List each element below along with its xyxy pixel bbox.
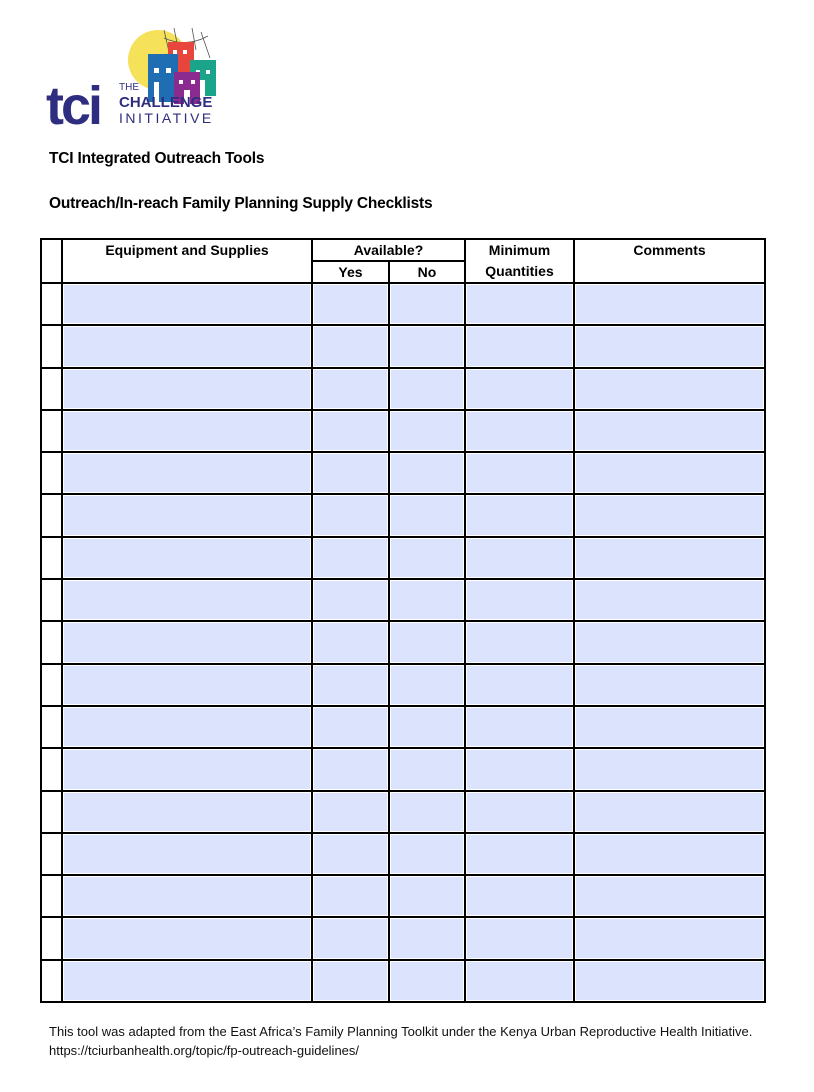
svg-text:INITIATIVE: INITIATIVE — [119, 110, 214, 126]
no-cell[interactable] — [389, 960, 465, 1002]
yes-cell[interactable] — [312, 664, 389, 706]
equipment-cell[interactable] — [62, 410, 312, 452]
minimum-quantity-cell[interactable] — [465, 494, 574, 536]
row-index-cell — [41, 748, 62, 790]
minimum-quantity-cell[interactable] — [465, 452, 574, 494]
comments-cell[interactable] — [574, 833, 765, 875]
equipment-cell[interactable] — [62, 494, 312, 536]
yes-cell[interactable] — [312, 283, 389, 325]
table-row — [41, 537, 765, 579]
yes-header: Yes — [312, 261, 389, 283]
row-index-cell — [41, 325, 62, 367]
comments-cell[interactable] — [574, 664, 765, 706]
table-row — [41, 325, 765, 367]
yes-cell[interactable] — [312, 917, 389, 959]
row-index-cell — [41, 537, 62, 579]
no-cell[interactable] — [389, 368, 465, 410]
yes-cell[interactable] — [312, 833, 389, 875]
minimum-quantity-cell[interactable] — [465, 748, 574, 790]
row-index-cell — [41, 875, 62, 917]
row-index-cell — [41, 706, 62, 748]
comments-header: Comments — [574, 239, 765, 283]
table-row — [41, 833, 765, 875]
yes-cell[interactable] — [312, 537, 389, 579]
equipment-cell[interactable] — [62, 833, 312, 875]
table-row — [41, 579, 765, 621]
yes-cell[interactable] — [312, 494, 389, 536]
no-cell[interactable] — [389, 917, 465, 959]
table-row — [41, 621, 765, 663]
yes-cell[interactable] — [312, 579, 389, 621]
minimum-quantity-cell[interactable] — [465, 833, 574, 875]
available-header: Available? — [312, 239, 465, 261]
minimum-quantity-cell[interactable] — [465, 579, 574, 621]
tci-logo — [46, 28, 236, 128]
svg-text:CHALLENGE: CHALLENGE — [119, 94, 213, 111]
comments-cell[interactable] — [574, 706, 765, 748]
no-header: No — [389, 261, 465, 283]
svg-text:THE: THE — [119, 82, 139, 93]
table-row — [41, 368, 765, 410]
equipment-cell[interactable] — [62, 706, 312, 748]
yes-cell[interactable] — [312, 960, 389, 1002]
comments-cell[interactable] — [574, 917, 765, 959]
yes-cell[interactable] — [312, 875, 389, 917]
comments-cell[interactable] — [574, 452, 765, 494]
equipment-cell[interactable] — [62, 664, 312, 706]
minimum-quantity-cell[interactable] — [465, 283, 574, 325]
minimum-quantity-cell[interactable] — [465, 706, 574, 748]
minimum-quantities-header: Minimum Quantities — [465, 239, 574, 283]
yes-cell[interactable] — [312, 452, 389, 494]
equipment-cell[interactable] — [62, 537, 312, 579]
comments-cell[interactable] — [574, 579, 765, 621]
no-cell[interactable] — [389, 664, 465, 706]
no-cell[interactable] — [389, 748, 465, 790]
table-row — [41, 791, 765, 833]
table-row — [41, 283, 765, 325]
comments-cell[interactable] — [574, 325, 765, 367]
equipment-cell[interactable] — [62, 621, 312, 663]
minimum-quantity-cell[interactable] — [465, 664, 574, 706]
row-index-cell — [41, 494, 62, 536]
no-cell[interactable] — [389, 579, 465, 621]
comments-cell[interactable] — [574, 791, 765, 833]
row-index-cell — [41, 917, 62, 959]
comments-cell[interactable] — [574, 283, 765, 325]
equipment-cell[interactable] — [62, 791, 312, 833]
yes-cell[interactable] — [312, 791, 389, 833]
no-cell[interactable] — [389, 833, 465, 875]
comments-cell[interactable] — [574, 960, 765, 1002]
no-cell[interactable] — [389, 706, 465, 748]
equipment-cell[interactable] — [62, 748, 312, 790]
yes-cell[interactable] — [312, 621, 389, 663]
yes-cell[interactable] — [312, 410, 389, 452]
index-header — [41, 239, 62, 283]
row-index-cell — [41, 368, 62, 410]
no-cell[interactable] — [389, 537, 465, 579]
no-cell[interactable] — [389, 283, 465, 325]
row-index-cell — [41, 833, 62, 875]
comments-cell[interactable] — [574, 621, 765, 663]
minimum-quantity-cell[interactable] — [465, 325, 574, 367]
no-cell[interactable] — [389, 791, 465, 833]
table-row — [41, 748, 765, 790]
equipment-cell[interactable] — [62, 875, 312, 917]
row-index-cell — [41, 621, 62, 663]
source-note: This tool was adapted from the East Africa’s Family Planning Toolkit under the Kenya Urban Reproductive Health Initiative. https://tciurbanhealth.org/topic/fp-outreach-guidelines/ — [49, 1024, 753, 1058]
minimum-quantity-cell[interactable] — [465, 368, 574, 410]
table-row — [41, 410, 765, 452]
row-index-cell — [41, 791, 62, 833]
yes-cell[interactable] — [312, 325, 389, 367]
comments-cell[interactable] — [574, 875, 765, 917]
minimum-quantity-cell[interactable] — [465, 875, 574, 917]
yes-cell[interactable] — [312, 748, 389, 790]
minimum-quantity-cell[interactable] — [465, 917, 574, 959]
table-row — [41, 875, 765, 917]
equipment-header: Equipment and Supplies — [62, 239, 312, 283]
minimum-quantity-cell[interactable] — [465, 537, 574, 579]
row-index-cell — [41, 579, 62, 621]
equipment-cell[interactable] — [62, 452, 312, 494]
row-index-cell — [41, 664, 62, 706]
no-cell[interactable] — [389, 494, 465, 536]
table-row — [41, 494, 765, 536]
no-cell[interactable] — [389, 410, 465, 452]
table-row — [41, 917, 765, 959]
table-row — [41, 664, 765, 706]
no-cell[interactable] — [389, 875, 465, 917]
equipment-cell[interactable] — [62, 325, 312, 367]
minimum-quantity-cell[interactable] — [465, 791, 574, 833]
table-row — [41, 960, 765, 1002]
equipment-cell[interactable] — [62, 283, 312, 325]
comments-cell[interactable] — [574, 748, 765, 790]
no-cell[interactable] — [389, 452, 465, 494]
equipment-cell[interactable] — [62, 960, 312, 1002]
row-index-cell — [41, 283, 62, 325]
row-index-cell — [41, 410, 62, 452]
comments-cell[interactable] — [574, 537, 765, 579]
row-index-cell — [41, 452, 62, 494]
equipment-cell[interactable] — [62, 368, 312, 410]
minimum-quantity-cell[interactable] — [465, 410, 574, 452]
comments-cell[interactable] — [574, 494, 765, 536]
minimum-quantity-cell[interactable] — [465, 960, 574, 1002]
yes-cell[interactable] — [312, 706, 389, 748]
document-title: TCI Integrated Outreach Tools — [49, 150, 265, 167]
table-row — [41, 706, 765, 748]
row-index-cell — [41, 960, 62, 1002]
no-cell[interactable] — [389, 325, 465, 367]
checklist-body — [41, 283, 765, 1002]
equipment-cell[interactable] — [62, 917, 312, 959]
supply-checklist-table — [40, 238, 764, 1003]
minimum-quantity-cell[interactable] — [465, 621, 574, 663]
logo-wordmark: tci — [46, 76, 101, 128]
no-cell[interactable] — [389, 621, 465, 663]
equipment-cell[interactable] — [62, 579, 312, 621]
table-row — [41, 452, 765, 494]
yes-cell[interactable] — [312, 368, 389, 410]
comments-cell[interactable] — [574, 410, 765, 452]
comments-cell[interactable] — [574, 368, 765, 410]
checklist-title: Outreach/In-reach Family Planning Supply Checklists — [49, 195, 433, 212]
